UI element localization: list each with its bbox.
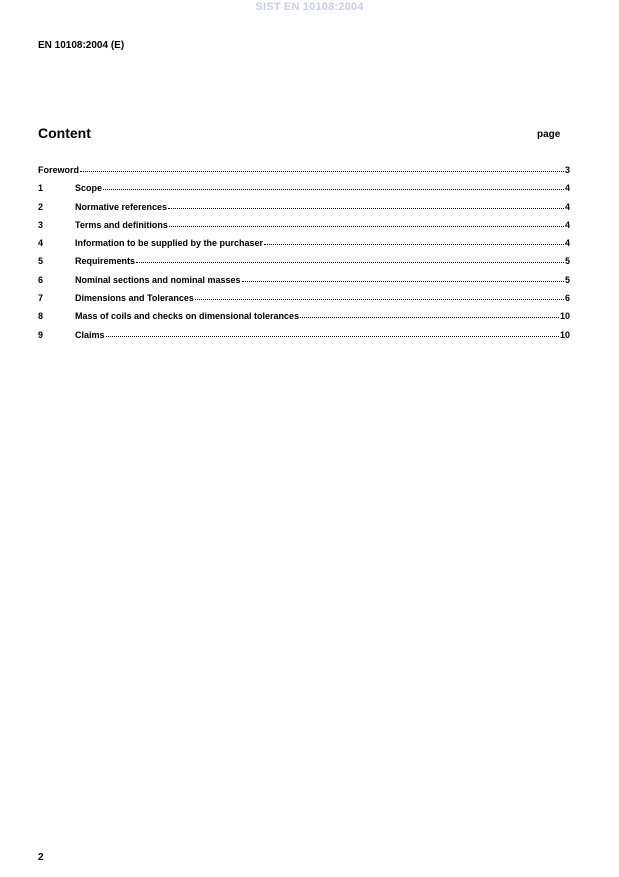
- toc-entry-number: 3: [38, 219, 44, 230]
- toc-entry-5[interactable]: [38, 256, 570, 274]
- toc-entry-title: Scope: [75, 183, 103, 194]
- toc-entry-number: 2: [38, 201, 44, 212]
- dot-leader: [195, 293, 564, 300]
- toc-entry-8[interactable]: [38, 311, 570, 329]
- dot-leader: [169, 220, 564, 227]
- document-id: EN 10108:2004 (E): [38, 40, 125, 51]
- dot-leader: [168, 202, 564, 209]
- dot-leader: [80, 165, 564, 172]
- toc-entry-page: 4: [564, 183, 570, 194]
- toc-entry-number: 1: [38, 183, 44, 194]
- toc-entry-number: 7: [38, 293, 44, 304]
- toc-page-column-label: page: [537, 129, 561, 140]
- toc-entry-1[interactable]: [38, 183, 570, 201]
- toc-entry-page: 4: [564, 219, 570, 230]
- toc-entry-page: 10: [559, 329, 570, 340]
- toc-entry-title: Nominal sections and nominal masses: [75, 274, 241, 285]
- toc-entry-title: Dimensions and Tolerances: [75, 293, 194, 304]
- toc-entry-title: Terms and definitions: [75, 219, 168, 230]
- toc-entry-number: 6: [38, 274, 44, 285]
- toc-entry-title: Information to be supplied by the purchaser: [75, 238, 264, 249]
- toc-entry-7[interactable]: [38, 293, 570, 311]
- toc-entry-number: 9: [38, 329, 44, 340]
- watermark: SIST EN 10108:2004: [255, 1, 364, 13]
- toc-entry-title: Foreword: [38, 165, 80, 175]
- toc-entry-6[interactable]: [38, 275, 570, 293]
- toc-entry-3[interactable]: [38, 220, 570, 238]
- toc-entry-page: 5: [564, 274, 570, 285]
- dot-leader: [103, 183, 564, 190]
- toc-entry-title: Mass of coils and checks on dimensional tolerances: [75, 311, 300, 322]
- toc-entry-number: 8: [38, 311, 44, 322]
- page-number: 2: [38, 852, 44, 863]
- toc-entry-page: 4: [564, 201, 570, 212]
- toc-entry-title: Claims: [75, 329, 105, 340]
- toc-entry-title: Normative references: [75, 201, 168, 212]
- toc-entry-page: 6: [564, 293, 570, 304]
- toc-entry-number: 5: [38, 256, 44, 267]
- dot-leader: [264, 238, 564, 245]
- toc-entry-number: 4: [38, 238, 44, 249]
- toc-entry-9[interactable]: [38, 330, 570, 348]
- dot-leader: [136, 256, 564, 263]
- dot-leader: [106, 330, 559, 337]
- toc-title: Content: [38, 125, 91, 141]
- toc-entry-page: 10: [559, 311, 570, 322]
- toc-entry-page: 4: [564, 238, 570, 249]
- toc-entry-page: 5: [564, 256, 570, 267]
- dot-leader: [300, 311, 559, 318]
- toc-entry-title: Requirements: [75, 256, 136, 267]
- toc-entry-4[interactable]: [38, 238, 570, 256]
- toc-entry-page: 3: [564, 165, 570, 175]
- dot-leader: [242, 275, 564, 282]
- toc-entry-foreword[interactable]: [38, 165, 570, 183]
- table-of-contents: [38, 165, 570, 348]
- toc-entry-2[interactable]: [38, 202, 570, 220]
